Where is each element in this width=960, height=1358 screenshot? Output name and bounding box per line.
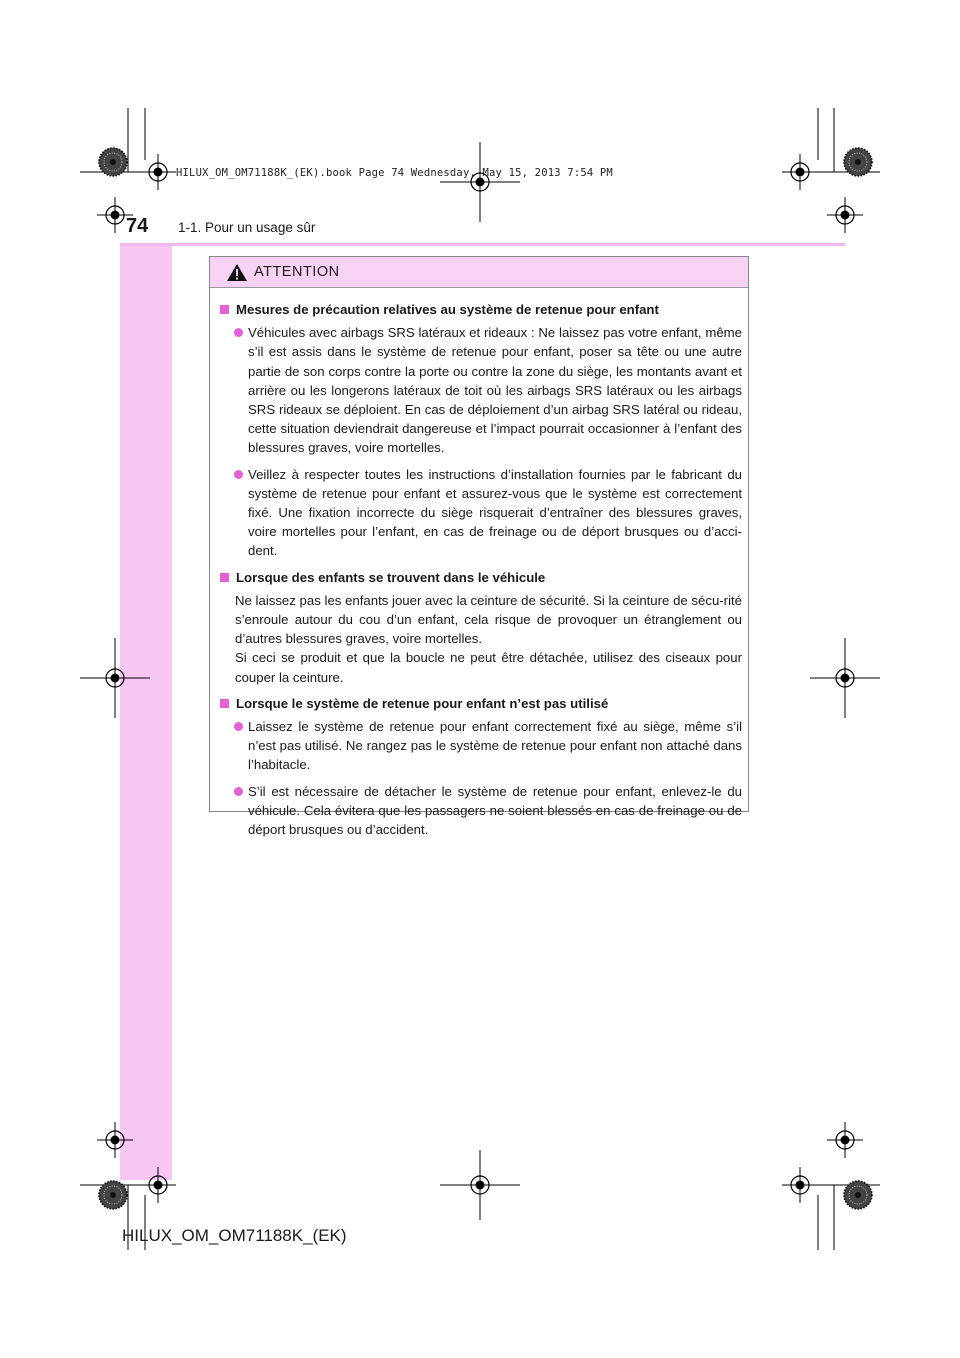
page-number: 74 [126, 215, 149, 237]
square-bullet-icon [220, 305, 229, 314]
list-item: Veillez à respecter toutes les instructions d’installation fournies par le fabricant du système de retenue pour enfant et assurez-vous que le système est correctement fixé. Une fixation incorrecte du siège risquerait d’entraîner des blessures graves, voire mortelles pour l’enfant, en cas de freinage ou de déport brusques ou d’acci-dent. [218, 465, 742, 561]
print-stamp: HILUX_OM_OM71188K_(EK).book Page 74 Wednesday, May 15, 2013 7:54 PM [176, 167, 613, 179]
warning-box [209, 256, 749, 838]
round-bullet-icon [234, 470, 243, 479]
square-bullet-icon [220, 573, 229, 582]
section-heading: Lorsque des enfants se trouvent dans le véhicule [218, 568, 742, 587]
section-heading: Lorsque le système de retenue pour enfant n’est pas utilisé [218, 694, 742, 713]
warning-body [210, 288, 748, 839]
section-child-seat-precautions [218, 300, 742, 561]
section-children-in-vehicle [218, 568, 742, 687]
warning-triangle-icon [226, 263, 248, 282]
section-title: 1-1. Pour un usage sûr [178, 220, 316, 235]
round-bullet-icon [234, 328, 243, 337]
section-paragraph: Ne laissez pas les enfants jouer avec la ceinture de sécurité. Si la ceinture de sécu-rité s’enroule autour du cou d’un enfant, cela risque de provoquer un étranglement ou d’autres blessures graves, voire mortelles. Si ceci se produit et que la boucle ne peut être détachée, utilisez des ciseaux pour couper la ceinture. [235, 592, 742, 685]
list-item: S’il est nécessaire de détacher le système de retenue pour enfant, enlevez-le du véhicule. Cela évitera que les passagers ne soient blessés en cas de freinage ou de déport brusques ou d’accident. [218, 782, 742, 840]
round-bullet-icon [234, 722, 243, 731]
square-bullet-icon [220, 699, 229, 708]
warning-header [210, 257, 748, 288]
section-heading: Mesures de précaution relatives au système de retenue pour enfant [218, 300, 742, 319]
round-bullet-icon [234, 787, 243, 796]
list-item: Laissez le système de retenue pour enfant correctement fixé au siège, même s’il n’est pas utilisé. Ne rangez pas le système de retenue pour enfant non attaché dans l’habitacle. [218, 717, 742, 775]
list-item: Véhicules avec airbags SRS latéraux et rideaux : Ne laissez pas votre enfant, même s’il est assis dans le système de retenue pour enfant, poser sa tête ou une autre partie de son corps contre la porte ou contre la zone du siège, les montants avant et arrière ou les longerons latéraux de toit où les airbags SRS latéraux ou les airbags SRS rideaux se déploient. En cas de déploiement d’un airbag SRS latéral ou rideau, cette situation deviendrait dangereuse et l’impact pourrait occasionner à l’enfant des blessures graves, voire mortelles. [218, 323, 742, 457]
section-child-seat-not-used [218, 694, 742, 839]
warning-title: ATTENTION [254, 264, 340, 280]
footer-document-code: HILUX_OM_OM71188K_(EK) [122, 1226, 347, 1245]
